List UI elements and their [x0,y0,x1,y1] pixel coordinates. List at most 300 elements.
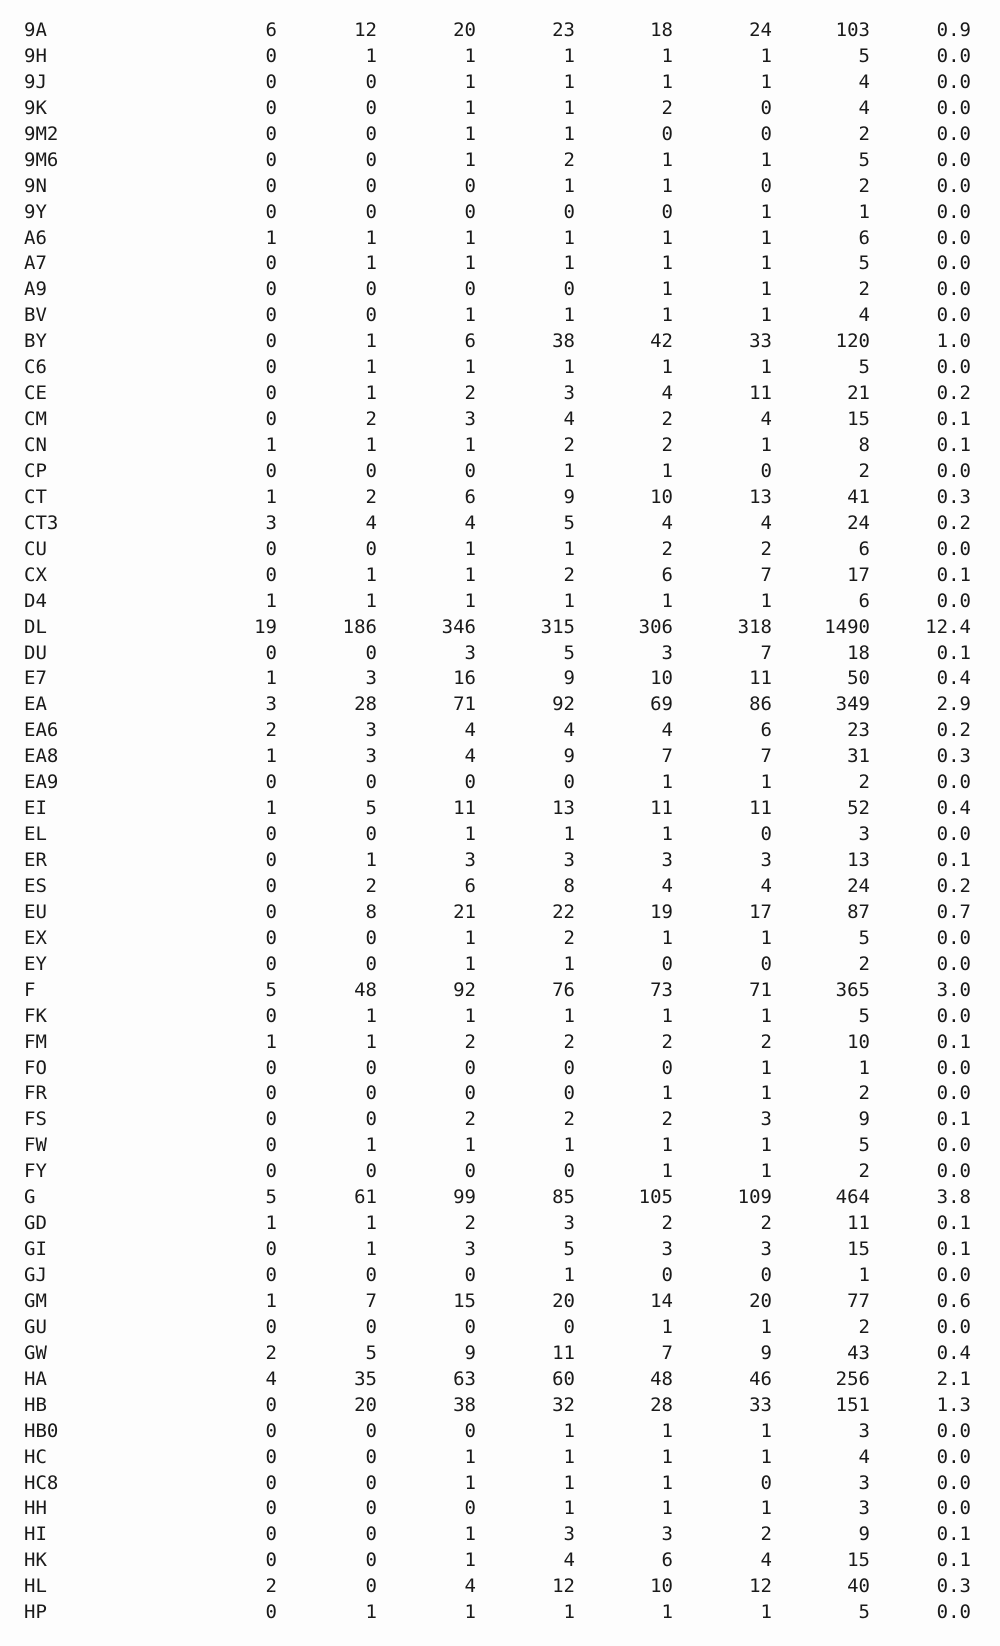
col6-cell: 7 [760,641,772,664]
table-row [0,251,971,277]
row-margin [0,537,24,563]
row-margin [0,1081,24,1107]
percent-cell: 0.1 [936,1549,971,1572]
col1-cell: 2 [265,1575,277,1598]
col3-cell: 21 [453,900,476,923]
col1-cell: 0 [265,1523,277,1546]
col4-cell: 0 [563,1160,575,1183]
prefix-cell: CM [24,408,47,431]
total-cell: 5 [858,148,870,171]
percent-cell: 0.0 [936,122,971,145]
row-margin [0,511,24,537]
total-cell: 15 [847,1549,870,1572]
col2-cell: 28 [354,693,377,716]
percent-cell: 0.4 [936,797,971,820]
col3-cell: 0 [464,1315,476,1338]
col5-cell: 6 [661,1549,673,1572]
col5-cell: 1 [661,1419,673,1442]
total-cell: 6 [858,226,870,249]
total-cell: 1 [858,1264,870,1286]
percent-cell: 0.4 [936,1341,971,1364]
col4-cell: 1 [563,459,575,482]
col5-cell: 1 [661,278,673,301]
prefix-count-table [0,18,971,1626]
col3-cell: 11 [453,797,476,820]
col2-cell: 8 [365,900,377,923]
row-margin [0,277,24,303]
col6-cell: 9 [760,1341,772,1364]
row-margin [0,666,24,692]
col6-cell: 86 [749,693,772,716]
prefix-cell: 9Y [24,200,47,223]
percent-cell: 0.0 [936,1082,971,1105]
col1-cell: 0 [265,1160,277,1183]
col4-cell: 1 [563,96,575,119]
col5-cell: 1 [661,44,673,67]
col2-cell: 61 [354,1186,377,1209]
row-margin [0,200,24,226]
row-margin [0,1548,24,1574]
col5-cell: 1 [661,1082,673,1105]
total-cell: 2 [858,1082,870,1105]
col3-cell: 1 [464,1004,476,1027]
table-row [0,926,971,952]
col5-cell: 10 [650,485,673,508]
col1-cell: 0 [265,1004,277,1027]
col2-cell: 2 [365,408,377,431]
table-row [0,848,971,874]
col4-cell: 1 [563,304,575,327]
col6-cell: 2 [760,1523,772,1546]
total-cell: 2 [858,174,870,197]
col6-cell: 2 [760,1030,772,1053]
total-cell: 24 [847,874,870,897]
col5-cell: 1 [661,304,673,327]
col5-cell: 1 [661,1134,673,1157]
prefix-cell: FS [24,1108,47,1131]
col6-cell: 46 [749,1367,772,1390]
col2-cell: 0 [365,1082,377,1105]
col1-cell: 1 [265,745,277,768]
col5-cell: 11 [650,797,673,820]
col1-cell: 0 [265,771,277,794]
percent-cell: 0.0 [936,174,971,197]
col5-cell: 1 [661,1445,673,1468]
col1-cell: 0 [265,356,277,379]
col5-cell: 3 [661,849,673,871]
col3-cell: 92 [453,978,476,1001]
col1-cell: 0 [265,1601,277,1624]
table-row [0,355,971,381]
col5-cell: 69 [650,693,673,716]
col1-cell: 0 [265,900,277,923]
col6-cell: 1 [760,44,772,67]
col1-cell: 0 [265,174,277,197]
prefix-cell: EA9 [24,771,59,794]
col5-cell: 7 [661,1341,673,1364]
row-margin [0,485,24,511]
col4-cell: 1 [563,1004,575,1027]
total-cell: 2 [858,1315,870,1338]
col6-cell: 11 [749,797,772,820]
col4-cell: 1 [563,1445,575,1468]
percent-cell: 3.0 [936,978,971,1001]
row-margin [0,1211,24,1237]
col4-cell: 315 [540,615,575,638]
col5-cell: 3 [661,641,673,664]
col6-cell: 1 [760,1497,772,1520]
row-margin [0,44,24,70]
table-row [0,1522,971,1548]
col3-cell: 0 [464,1056,476,1079]
table-row [0,589,971,615]
row-margin [0,563,24,589]
col5-cell: 10 [650,667,673,690]
col3-cell: 1 [464,148,476,171]
col4-cell: 2 [563,563,575,586]
col5-cell: 4 [661,382,673,405]
percent-cell: 0.0 [936,226,971,249]
total-cell: 40 [847,1575,870,1598]
row-margin [0,1004,24,1030]
col3-cell: 9 [464,1341,476,1364]
col3-cell: 1 [464,1471,476,1494]
total-cell: 9 [858,1108,870,1131]
percent-cell: 0.0 [936,926,971,949]
col3-cell: 4 [464,745,476,768]
prefix-cell: 9A [24,19,47,41]
col6-cell: 4 [760,408,772,431]
col6-cell: 1 [760,356,772,379]
table-row [0,1107,971,1133]
row-margin [0,952,24,978]
col6-cell: 4 [760,1549,772,1572]
row-margin [0,329,24,355]
percent-cell: 0.1 [936,849,971,871]
col6-cell: 4 [760,511,772,534]
col2-cell: 3 [365,719,377,742]
col3-cell: 1 [464,252,476,275]
col6-cell: 1 [760,200,772,223]
table-row [0,796,971,822]
col1-cell: 5 [265,1186,277,1209]
col1-cell: 5 [265,978,277,1001]
total-cell: 5 [858,926,870,949]
col4-cell: 1 [563,44,575,67]
percent-cell: 0.2 [936,511,971,534]
total-cell: 256 [835,1367,870,1390]
col4-cell: 22 [552,900,575,923]
col5-cell: 19 [650,900,673,923]
col2-cell: 186 [342,615,377,638]
col3-cell: 0 [464,278,476,301]
col5-cell: 28 [650,1393,673,1416]
col1-cell: 1 [265,226,277,249]
total-cell: 5 [858,1134,870,1157]
col5-cell: 2 [661,1108,673,1131]
col2-cell: 0 [365,304,377,327]
col1-cell: 2 [265,1341,277,1364]
row-margin [0,1341,24,1367]
col4-cell: 76 [552,978,575,1001]
col6-cell: 0 [760,1471,772,1494]
col3-cell: 6 [464,874,476,897]
table-row [0,122,971,148]
percent-cell: 0.0 [936,537,971,560]
table-row [0,1574,971,1600]
total-cell: 5 [858,356,870,379]
percent-cell: 0.0 [936,1497,971,1520]
prefix-cell: CE [24,382,47,405]
col6-cell: 1 [760,589,772,612]
row-margin [0,1263,24,1289]
total-cell: 21 [847,382,870,405]
table-row [0,537,971,563]
total-cell: 6 [858,589,870,612]
table-row [0,1237,971,1263]
percent-cell: 0.0 [936,1471,971,1494]
col2-cell: 5 [365,1341,377,1364]
col3-cell: 1 [464,952,476,975]
row-margin [0,174,24,200]
col4-cell: 1 [563,226,575,249]
total-cell: 3 [858,1419,870,1442]
col6-cell: 1 [760,1601,772,1624]
table-row [0,692,971,718]
col3-cell: 1 [464,70,476,93]
col1-cell: 0 [265,641,277,664]
prefix-cell: FR [24,1082,47,1105]
row-margin [0,874,24,900]
col6-cell: 1 [760,226,772,249]
col1-cell: 1 [265,1289,277,1312]
prefix-cell: EA8 [24,745,59,768]
col5-cell: 2 [661,96,673,119]
col2-cell: 48 [354,978,377,1001]
col6-cell: 4 [760,874,772,897]
col5-cell: 1 [661,226,673,249]
col6-cell: 12 [749,1575,772,1598]
col5-cell: 1 [661,252,673,275]
col2-cell: 1 [365,330,377,353]
col5-cell: 73 [650,978,673,1001]
prefix-cell: HI [24,1523,47,1546]
col2-cell: 1 [365,434,377,456]
table-row [0,1185,971,1211]
percent-cell: 0.1 [936,1238,971,1261]
col5-cell: 4 [661,719,673,742]
col6-cell: 0 [760,96,772,119]
col4-cell: 1 [563,1471,575,1494]
row-margin [0,251,24,277]
col3-cell: 1 [464,226,476,249]
col5-cell: 0 [661,122,673,145]
row-margin [0,1445,24,1471]
row-margin [0,1289,24,1315]
row-margin [0,900,24,926]
col3-cell: 0 [464,1497,476,1520]
col2-cell: 3 [365,745,377,768]
col2-cell: 20 [354,1393,377,1416]
percent-cell: 0.6 [936,1289,971,1312]
row-margin [0,407,24,433]
row-margin [0,1056,24,1082]
prefix-cell: EI [24,797,47,820]
prefix-cell: EX [24,926,47,949]
row-margin [0,848,24,874]
row-margin [0,1159,24,1185]
prefix-cell: GU [24,1315,47,1338]
prefix-cell: BV [24,304,47,327]
col2-cell: 2 [365,874,377,897]
col1-cell: 0 [265,563,277,586]
prefix-cell: 9H [24,44,47,67]
col4-cell: 4 [563,408,575,431]
row-margin [0,589,24,615]
col4-cell: 5 [563,1238,575,1261]
prefix-cell: EU [24,900,47,923]
row-margin [0,1367,24,1393]
percent-cell: 0.7 [936,900,971,923]
col3-cell: 0 [464,459,476,482]
total-cell: 3 [858,1471,870,1494]
col6-cell: 33 [749,1393,772,1416]
col3-cell: 15 [453,1289,476,1312]
col2-cell: 0 [365,1419,377,1442]
col4-cell: 11 [552,1341,575,1364]
percent-cell: 0.0 [936,1264,971,1286]
col2-cell: 1 [365,44,377,67]
row-margin [0,18,24,44]
col3-cell: 4 [464,719,476,742]
col6-cell: 1 [760,1315,772,1338]
col2-cell: 0 [365,1523,377,1546]
col4-cell: 3 [563,382,575,405]
col2-cell: 1 [365,1601,377,1624]
col6-cell: 1 [760,1445,772,1468]
row-margin [0,1600,24,1626]
percent-cell: 0.0 [936,304,971,327]
col5-cell: 10 [650,1575,673,1598]
col2-cell: 0 [365,1575,377,1598]
total-cell: 1 [858,1056,870,1079]
row-margin [0,718,24,744]
col6-cell: 1 [760,278,772,301]
col5-cell: 0 [661,200,673,223]
col5-cell: 18 [650,19,673,41]
table-row [0,329,971,355]
col6-cell: 1 [760,70,772,93]
total-cell: 4 [858,1445,870,1468]
col2-cell: 0 [365,1056,377,1079]
col6-cell: 0 [760,459,772,482]
col1-cell: 6 [265,19,277,41]
col6-cell: 1 [760,148,772,171]
prefix-cell: FY [24,1160,47,1183]
col1-cell: 1 [265,485,277,508]
col2-cell: 12 [354,19,377,41]
total-cell: 23 [847,719,870,742]
col5-cell: 7 [661,745,673,768]
total-cell: 464 [835,1186,870,1209]
col4-cell: 2 [563,1030,575,1053]
total-cell: 4 [858,70,870,93]
col3-cell: 6 [464,485,476,508]
col1-cell: 0 [265,70,277,93]
col1-cell: 0 [265,148,277,171]
col4-cell: 1 [563,1264,575,1286]
total-cell: 41 [847,485,870,508]
col2-cell: 0 [365,641,377,664]
table-row [0,1263,971,1289]
col2-cell: 0 [365,1108,377,1131]
col6-cell: 1 [760,1419,772,1442]
col2-cell: 1 [365,563,377,586]
col1-cell: 0 [265,1264,277,1286]
col5-cell: 2 [661,408,673,431]
col3-cell: 0 [464,771,476,794]
row-margin [0,744,24,770]
table-row [0,900,971,926]
total-cell: 77 [847,1289,870,1312]
total-cell: 365 [835,978,870,1001]
percent-cell: 0.0 [936,200,971,223]
percent-cell: 0.0 [936,1445,971,1468]
col1-cell: 0 [265,278,277,301]
total-cell: 13 [847,849,870,871]
col6-cell: 1 [760,304,772,327]
col2-cell: 1 [365,589,377,612]
row-margin [0,796,24,822]
col4-cell: 1 [563,1497,575,1520]
row-margin [0,1419,24,1445]
col1-cell: 0 [265,1445,277,1468]
table-row [0,1367,971,1393]
col4-cell: 1 [563,70,575,93]
col1-cell: 3 [265,693,277,716]
prefix-cell: 9M2 [24,122,59,145]
prefix-cell: HB0 [24,1419,59,1442]
table-row [0,641,971,667]
percent-cell: 0.9 [936,19,971,41]
col4-cell: 0 [563,1082,575,1105]
total-cell: 4 [858,304,870,327]
col6-cell: 11 [749,382,772,405]
col5-cell: 2 [661,537,673,560]
table-row [0,770,971,796]
col3-cell: 63 [453,1367,476,1390]
col2-cell: 0 [365,1497,377,1520]
total-cell: 52 [847,797,870,820]
col3-cell: 346 [441,615,476,638]
total-cell: 9 [858,1523,870,1546]
col2-cell: 0 [365,148,377,171]
col5-cell: 1 [661,1160,673,1183]
prefix-cell: 9K [24,96,47,119]
table-row [0,44,971,70]
row-margin [0,926,24,952]
percent-cell: 0.0 [936,823,971,846]
total-cell: 18 [847,641,870,664]
col5-cell: 3 [661,1238,673,1261]
table-row [0,1341,971,1367]
col2-cell: 0 [365,952,377,975]
col5-cell: 3 [661,1523,673,1546]
col1-cell: 0 [265,849,277,871]
prefix-cell: HC [24,1445,47,1468]
col1-cell: 0 [265,252,277,275]
col6-cell: 2 [760,537,772,560]
